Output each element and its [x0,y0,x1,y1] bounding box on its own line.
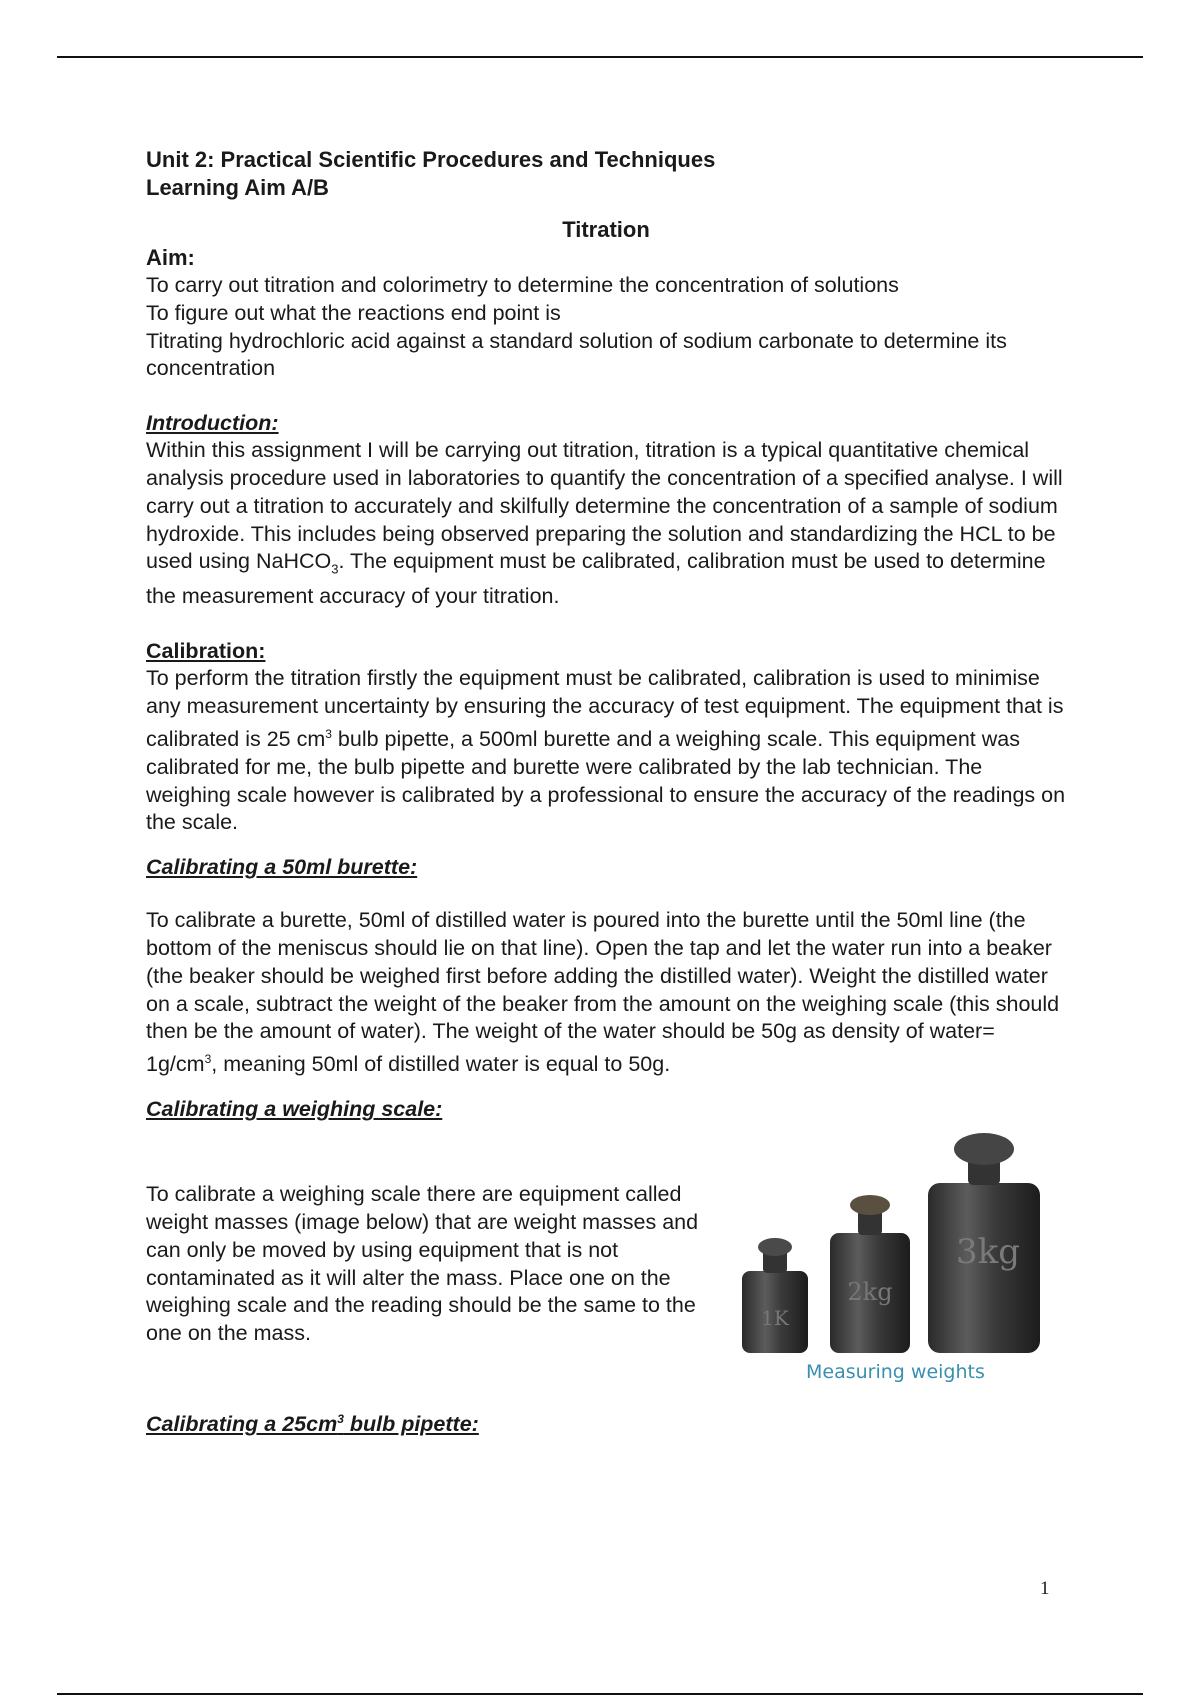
aim-heading: Aim: [146,245,195,270]
svg-text:1K: 1K [761,1306,789,1331]
figure-caption: Measuring weights [806,1361,985,1384]
bottom-rule [57,1693,1143,1695]
calibration-paragraph: To perform the titration firstly the equipment must be calibrated, calibration is used to minimise any measurement uncertainty by ensuring the accuracy of test equipment. The equipment that is calibrated is 25 $cm^3$ bulb pipette, a 500ml burette and a weighing scale. This equipment was calibrated for me, the bulb pipette and burette were calibrated by the lab technician. The weighing scale however is calibrated by a professional to ensure the accuracy of the readings on the scale. [146,666,1066,835]
document-page [146,146,1066,1438]
unit-title: Unit 2: Practical Scientific Procedures and Techniques [146,147,716,172]
svg-text:3kg: 3kg [956,1232,1020,1273]
document-title: Titration [562,217,650,242]
weight-1kg-icon [742,1238,808,1353]
top-rule [57,56,1143,58]
weighing-scale-heading: Calibrating a weighing scale: [146,1097,443,1122]
weighing-scale-section [146,1135,1066,1405]
measuring-weights-image [726,1115,1066,1377]
learning-aim: Learning Aim A/B [146,175,329,200]
introduction-paragraph: Within this assignment I will be carrying out titration, titration is a typical quantitative chemical analysis procedure used in laboratories to quantify the concentration of a specified analyse. I will carry out a titration to accurately and skilfully determine the concentration of a sample of sodium hydroxide. This includes being observed preparing the solution and standardizing the HCL to be used using NaHCO$_3$. The equipment must be calibrated, calibration must be used to determine the measurement accuracy of your titration. [146,438,1063,609]
weight-3kg-icon [928,1133,1040,1353]
svg-text:2kg: 2kg [847,1278,893,1307]
weighing-scale-paragraph: To calibrate a weighing scale there are equipment called weight masses (image below) that are weight masses and can only be moved by using equipment that is not contaminated as it will alter the mass. Place one on the weighing scale and the reading should be the same to the one on the mass. [146,1182,699,1346]
weight-2kg-icon [830,1195,910,1353]
introduction-heading: Introduction: [146,411,279,436]
calibration-heading: Calibration: [146,639,266,664]
page-number: 1 [1040,1578,1050,1599]
formula: NaHCO$_3$ [255,549,339,577]
pipette-heading: Calibrating a $25cm^3$ bulb pipette: [146,1412,479,1437]
burette-heading: Calibrating a 50ml burette: [146,855,418,880]
aim-line: To figure out what the reactions end point is [146,300,561,325]
aim-line: Titrating hydrochloric acid against a standard solution of sodium carbonate to determine its concentration [146,328,1007,381]
aim-line: To carry out titration and colorimetry to determine the concentration of solutions [146,273,899,297]
burette-paragraph: To calibrate a burette, 50ml of distilled water is poured into the burette until the 50ml line (the bottom of the meniscus should lie on that line). Open the tap and let the water run into a beaker (the beaker should be weighed first before adding the distilled water). Weight the distilled water on a scale, subtract the weight of the beaker from the amount on the weighing scale (this should then be the amount of water). The weight of the water should be 50g as density of water= $1g/cm^3$, meaning 50ml of distilled water is equal to 50g. [146,908,1060,1077]
